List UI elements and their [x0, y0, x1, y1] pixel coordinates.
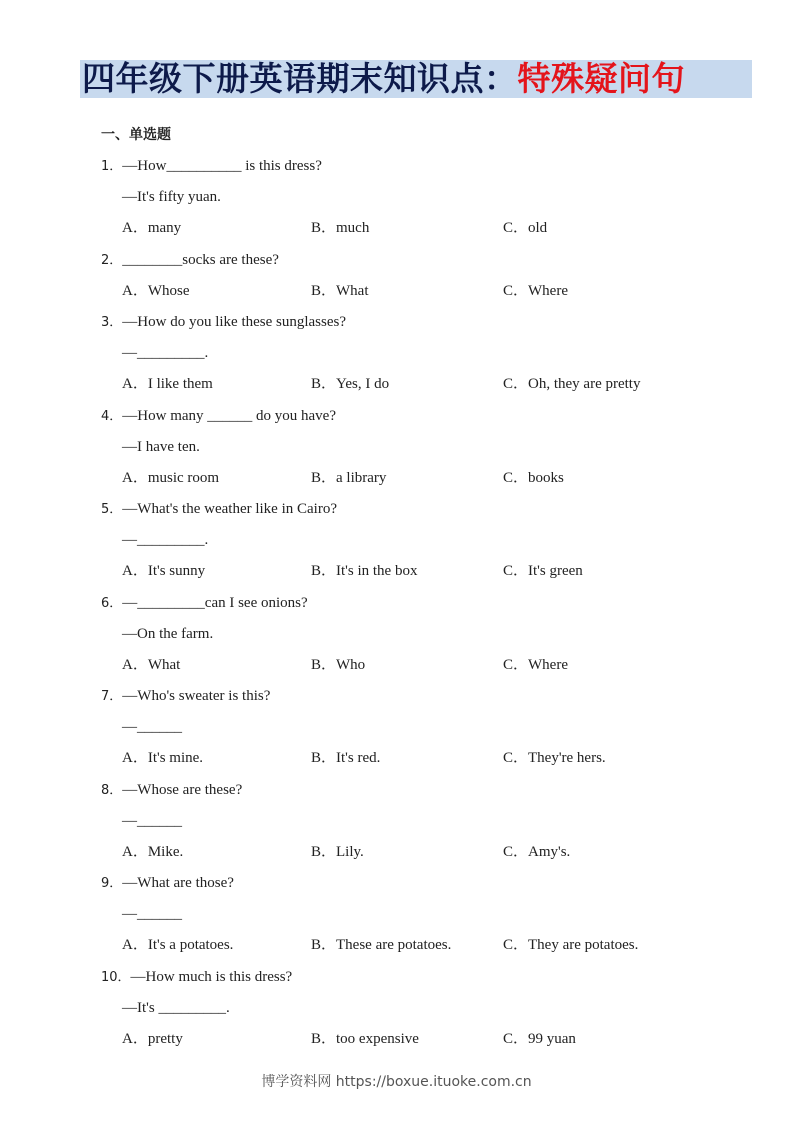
q7-option-c[interactable]: C．They're hers.	[503, 750, 606, 766]
q4-option-a[interactable]: A．music room	[122, 470, 220, 486]
title-part1: 四年级下册英语期末知识点：	[82, 59, 518, 98]
question-1	[101, 157, 322, 176]
question-3-answer-line: —_________.	[122, 345, 209, 361]
question-text: —How much is this dress?	[130, 969, 293, 985]
q3-option-b[interactable]: B．Yes, I do	[311, 376, 390, 392]
question-5	[101, 500, 337, 519]
question-5-answer-line: —_________.	[122, 532, 209, 548]
question-10	[101, 968, 292, 987]
question-7-answer-line: —______	[122, 719, 182, 735]
question-4	[101, 407, 336, 426]
question-text: —How do you like these sunglasses?	[122, 314, 346, 330]
question-6-answer-line: —On the farm.	[122, 626, 214, 642]
q9-option-a[interactable]: A．It's a potatoes.	[122, 937, 234, 953]
q10-option-b[interactable]: B．too expensive	[311, 1031, 419, 1047]
q6-option-b[interactable]: B．Who	[311, 657, 366, 673]
q7-option-b[interactable]: B．It's red.	[311, 750, 381, 766]
q9-option-b[interactable]: B．These are potatoes.	[311, 937, 452, 953]
question-number: 2．	[101, 253, 123, 268]
question-2	[101, 251, 279, 270]
section-heading: 一、单选题	[101, 127, 171, 143]
question-text: —What are those?	[122, 875, 234, 891]
question-1-answer-line: —It's fifty yuan.	[122, 189, 221, 205]
question-3	[101, 313, 346, 332]
question-text: —_________can I see onions?	[122, 595, 308, 611]
q3-option-a[interactable]: A．I like them	[122, 376, 213, 392]
title-part2: 特殊疑问句	[517, 59, 685, 98]
q2-option-b[interactable]: B．What	[311, 283, 369, 299]
question-8	[101, 781, 242, 800]
question-text: —What's the weather like in Cairo?	[122, 501, 337, 517]
question-9	[101, 874, 234, 893]
question-number: 5．	[101, 502, 123, 517]
question-number: 10．	[101, 970, 131, 985]
question-10-answer-line: —It's _________.	[122, 1000, 230, 1016]
q8-option-c[interactable]: C．Amy's.	[503, 844, 571, 860]
question-text: ________socks are these?	[122, 252, 279, 268]
q9-option-c[interactable]: C．They are potatoes.	[503, 937, 639, 953]
q5-option-a[interactable]: A．It's sunny	[122, 563, 206, 579]
q10-option-a[interactable]: A．pretty	[122, 1031, 183, 1047]
q2-option-a[interactable]: A．Whose	[122, 283, 190, 299]
question-number: 3．	[101, 315, 123, 330]
question-number: 8．	[101, 783, 123, 798]
q6-option-a[interactable]: A．What	[122, 657, 181, 673]
q5-option-c[interactable]: C．It's green	[503, 563, 583, 579]
question-4-answer-line: —I have ten.	[122, 439, 200, 455]
q10-option-c[interactable]: C．99 yuan	[503, 1031, 576, 1047]
q7-option-a[interactable]: A．It's mine.	[122, 750, 204, 766]
question-number: 1．	[101, 159, 123, 174]
question-text: —Who's sweater is this?	[122, 688, 271, 704]
q4-option-b[interactable]: B．a library	[311, 470, 387, 486]
question-8-answer-line: —______	[122, 813, 182, 829]
question-number: 6．	[101, 596, 123, 611]
q8-option-a[interactable]: A．Mike.	[122, 844, 184, 860]
question-9-answer-line: —______	[122, 906, 182, 922]
q2-option-c[interactable]: C．Where	[503, 283, 568, 299]
question-text: —How__________ is this dress?	[122, 158, 322, 174]
footer-watermark: 博学资料网 https://boxue.ituoke.com.cn	[261, 1074, 532, 1090]
q1-option-b[interactable]: B．much	[311, 220, 370, 236]
q4-option-c[interactable]: C．books	[503, 470, 564, 486]
question-text: —Whose are these?	[122, 782, 243, 798]
question-text: —How many ______ do you have?	[122, 408, 336, 424]
question-number: 7．	[101, 689, 123, 704]
question-number: 4．	[101, 409, 123, 424]
page-title	[82, 58, 685, 100]
q8-option-b[interactable]: B．Lily.	[311, 844, 364, 860]
q3-option-c[interactable]: C．Oh, they are pretty	[503, 376, 641, 392]
question-7	[101, 687, 270, 706]
q1-option-a[interactable]: A．many	[122, 220, 182, 236]
q5-option-b[interactable]: B．It's in the box	[311, 563, 418, 579]
q1-option-c[interactable]: C．old	[503, 220, 548, 236]
question-number: 9．	[101, 876, 123, 891]
question-6	[101, 594, 308, 613]
q6-option-c[interactable]: C．Where	[503, 657, 568, 673]
